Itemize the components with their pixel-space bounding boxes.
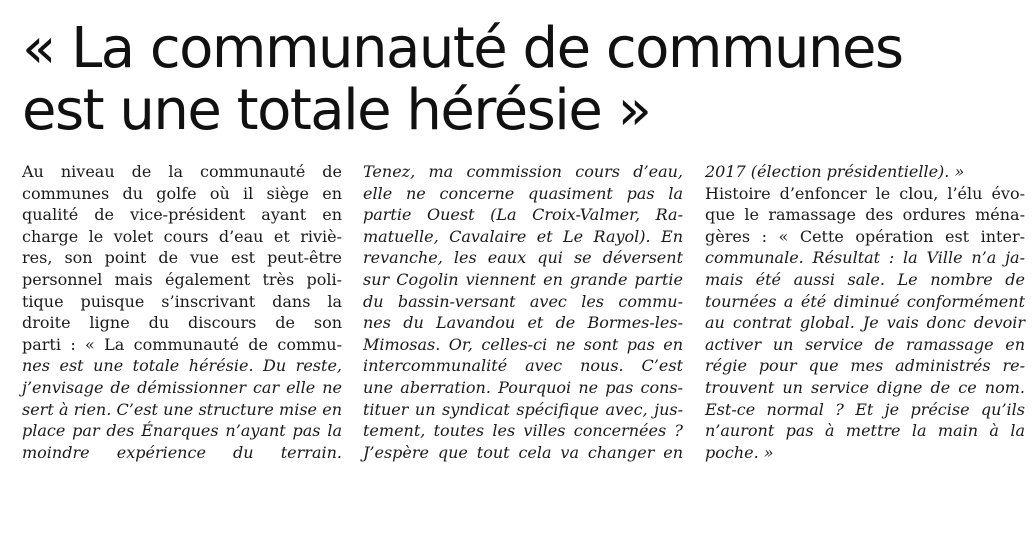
text-line: elle ne concerne quasiment pas la	[363, 183, 683, 203]
text-line: res, son point de vue est peut-être	[22, 248, 342, 268]
article-headline	[22, 18, 1022, 142]
text-line: mais été aussi sale. Le nombre de	[705, 269, 1025, 289]
text-line: communes du golfe où il siège en	[22, 183, 342, 203]
text-line: nes est une totale hérésie. Du reste,	[22, 356, 342, 376]
text-line: Au niveau de la communauté de	[22, 162, 342, 181]
text-column-3	[705, 161, 1025, 463]
text-line: parti : « La communauté de commu-	[22, 334, 342, 354]
text-line: tournées a été diminué conformément	[705, 291, 1025, 311]
text-line: Tenez, ma commission cours d’eau,	[363, 162, 683, 181]
text-line: du bassin-versant avec les commu-	[363, 291, 683, 311]
text-line: trouvent un service digne de ce nom.	[705, 377, 1025, 397]
text-line: Est-ce normal ? Et je précise qu’ils	[705, 399, 1025, 419]
text-line: intercommunalité avec nous. C’est	[363, 356, 683, 376]
text-column-1	[22, 161, 342, 463]
text-line: régie pour que mes administrés re-	[705, 356, 1025, 376]
text-line: charge le volet cours d’eau et riviè-	[22, 226, 342, 246]
headline-line-2: est une totale hérésie »	[22, 78, 651, 143]
text-line: gères : « Cette opération est inter-	[705, 226, 1025, 246]
text-line: sert à rien. C’est une structure mise en	[22, 399, 342, 419]
text-line: Mimosas. Or, celles-ci ne sont pas en	[363, 334, 683, 354]
text-line: revanche, les eaux qui se déversent	[363, 248, 683, 268]
text-line: moindre expérience du terrain.	[22, 442, 342, 462]
headline-line-1: « La communauté de communes	[22, 16, 903, 81]
text-line: au contrat global. Je vais donc devoir	[705, 313, 1025, 333]
text-line: communale. Résultat : la Ville n’a ja-	[705, 248, 1025, 268]
text-line: place par des Énarques n’ayant pas la	[22, 421, 342, 441]
text-line: droite ligne du discours de son	[22, 313, 342, 333]
text-line: Histoire d’enfoncer le clou, l’élu évo-	[705, 183, 1025, 203]
text-line: J’espère que tout cela va changer en	[363, 442, 683, 462]
text-line: qualité de vice-président ayant en	[22, 205, 342, 225]
text-line: j’envisage de démissionner car elle ne	[22, 377, 342, 397]
text-line: activer un service de ramassage en	[705, 334, 1025, 354]
text-line: n’auront pas à mettre la main à la	[705, 421, 1025, 441]
text-line: matuelle, Cavalaire et Le Rayol). En	[363, 226, 683, 246]
text-line: 2017 (élection présidentielle). »	[705, 162, 965, 181]
text-line: tement, toutes les villes concernées ?	[363, 421, 683, 441]
text-line: partie Ouest (La Croix-Valmer, Ra-	[363, 205, 683, 225]
text-line: que le ramassage des ordures ména-	[705, 205, 1025, 225]
text-line: tique puisque s’inscrivant dans la	[22, 291, 342, 311]
text-line: poche. »	[705, 442, 774, 462]
text-column-2	[363, 161, 683, 463]
text-line: tituer un syndicat spécifique avec, jus-	[363, 399, 683, 419]
text-line: une aberration. Pourquoi ne pas cons-	[363, 377, 683, 397]
text-line: nes du Lavandou et de Bormes-les-	[363, 313, 683, 333]
text-line: sur Cogolin viennent en grande partie	[363, 269, 683, 289]
text-line: personnel mais également très poli-	[22, 269, 342, 289]
article-body	[22, 161, 1025, 491]
